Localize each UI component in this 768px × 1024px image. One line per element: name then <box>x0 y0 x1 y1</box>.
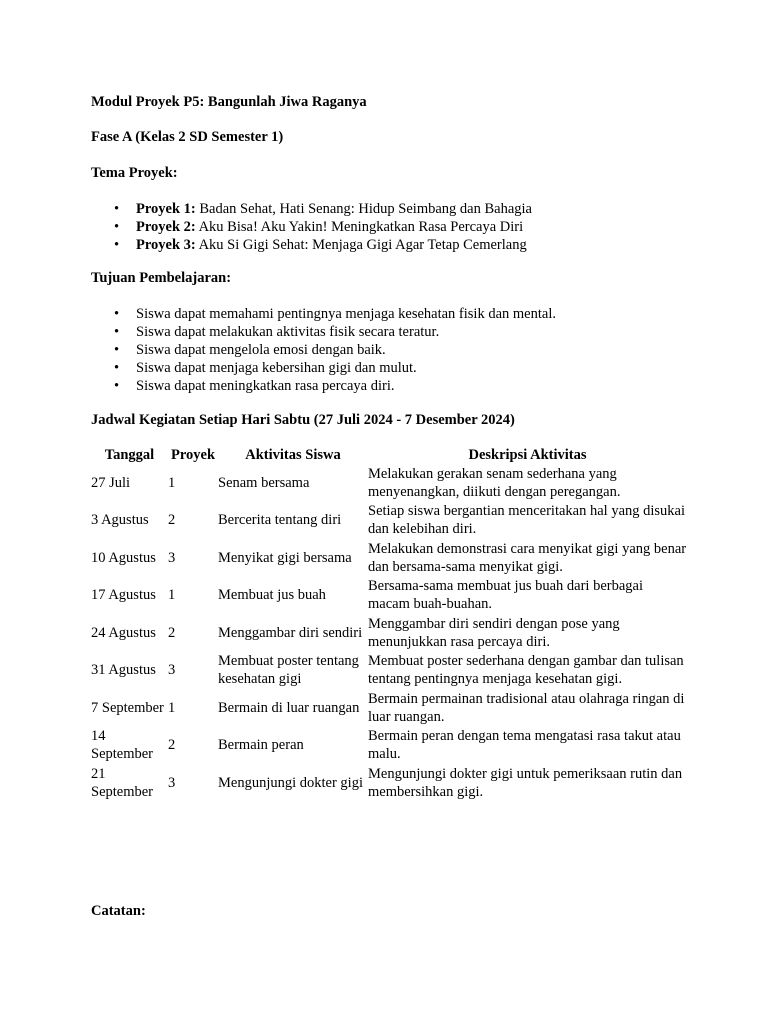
bullet-icon: • <box>114 378 120 394</box>
deskripsi-cell: Bermain peran dengan tema mengatasi rasa takut atau malu. <box>368 728 681 763</box>
tanggal-cell: 24 Agustus <box>91 624 156 641</box>
aktivitas-cell: Membuat poster tentang kesehatan gigi <box>218 653 359 688</box>
tanggal-cell: 31 Agustus <box>91 662 156 679</box>
proyek-cell: 1 <box>168 587 176 604</box>
proyek-label: Proyek 3: <box>136 237 196 253</box>
proyek-cell: 2 <box>168 737 176 754</box>
proyek-cell: 3 <box>168 662 176 679</box>
aktivitas-cell: Bercerita tentang diri <box>218 512 342 529</box>
proyek-text: Aku Bisa! Aku Yakin! Meningkatkan Rasa Percaya Diri <box>195 219 524 235</box>
list-item <box>114 359 691 377</box>
tujuan-list <box>91 305 691 395</box>
proyek-cell: 2 <box>168 512 176 529</box>
table-row <box>91 464 687 502</box>
aktivitas-cell: Bermain peran <box>218 737 304 754</box>
deskripsi-cell: Bermain permainan tradisional atau olahraga ringan di luar ruangan. <box>368 690 685 725</box>
proyek-text: Aku Si Gigi Sehat: Menjaga Gigi Agar Tetap Cemerlang <box>195 237 527 253</box>
proyek-cell: 3 <box>168 549 176 566</box>
column-header-proyek: Proyek <box>170 447 216 463</box>
deskripsi-cell: Melakukan demonstrasi cara menyikat gigi yang benar dan bersama-sama menyikat gigi. <box>368 540 687 575</box>
deskripsi-cell: Membuat poster sederhana dengan gambar dan tulisan tentang pentingnya menjaga kesehatan gigi. <box>368 653 684 688</box>
document-body <box>91 93 691 802</box>
list-item <box>114 305 691 323</box>
deskripsi-cell: Setiap siswa bergantian menceritakan hal yang disukai dan kelebihan diri. <box>368 503 686 538</box>
proyek-cell: 1 <box>168 699 176 716</box>
bullet-icon: • <box>114 306 120 322</box>
tujuan-text: Siswa dapat menjaga kebersihan gigi dan mulut. <box>136 360 417 376</box>
tanggal-cell: 27 Juli <box>91 474 131 491</box>
list-item <box>114 236 691 254</box>
fase-heading: Fase A (Kelas 2 SD Semester 1) <box>91 129 284 145</box>
proyek-label: Proyek 2: <box>136 219 196 235</box>
aktivitas-cell: Menggambar diri sendiri <box>218 624 363 641</box>
tema-list <box>91 200 691 254</box>
catatan-heading: Catatan: <box>91 903 146 919</box>
aktivitas-cell: Membuat jus buah <box>218 587 326 604</box>
table-row <box>91 502 687 540</box>
tanggal-cell: 21 September <box>91 765 154 800</box>
table-row <box>91 652 687 690</box>
tujuan-text: Siswa dapat meningkatkan rasa percaya diri. <box>136 378 395 394</box>
table-row <box>91 577 687 615</box>
document-title: Modul Proyek P5: Bangunlah Jiwa Raganya <box>91 94 367 110</box>
bullet-icon: • <box>114 360 120 376</box>
list-item <box>114 218 691 236</box>
bullet-icon: • <box>114 219 120 235</box>
column-header-aktivitas: Aktivitas Siswa <box>245 447 341 463</box>
list-item <box>114 341 691 359</box>
proyek-cell: 2 <box>168 624 176 641</box>
tanggal-cell: 3 Agustus <box>91 512 149 529</box>
aktivitas-cell: Bermain di luar ruangan <box>218 699 360 716</box>
jadwal-heading: Jadwal Kegiatan Setiap Hari Sabtu (27 Juli 2024 - 7 Desember 2024) <box>91 412 515 428</box>
list-item <box>114 377 691 395</box>
tema-heading: Tema Proyek: <box>91 165 178 181</box>
aktivitas-cell: Mengunjungi dokter gigi <box>218 774 363 791</box>
tujuan-heading: Tujuan Pembelajaran: <box>91 270 232 286</box>
table-row <box>91 689 687 727</box>
table-row <box>91 764 687 802</box>
bullet-icon: • <box>114 342 120 358</box>
deskripsi-cell: Melakukan gerakan senam sederhana yang menyenangkan, diikuti dengan peregangan. <box>368 465 621 500</box>
aktivitas-cell: Menyikat gigi bersama <box>218 549 352 566</box>
schedule-table <box>91 446 687 802</box>
bullet-icon: • <box>114 237 120 253</box>
bullet-icon: • <box>114 324 120 340</box>
tujuan-text: Siswa dapat memahami pentingnya menjaga kesehatan fisik dan mental. <box>136 306 556 322</box>
deskripsi-cell: Mengunjungi dokter gigi untuk pemeriksaan rutin dan membersihkan gigi. <box>368 765 683 800</box>
tanggal-cell: 10 Agustus <box>91 549 156 566</box>
table-row <box>91 539 687 577</box>
deskripsi-cell: Menggambar diri sendiri dengan pose yang menunjukkan rasa percaya diri. <box>368 615 620 650</box>
tujuan-text: Siswa dapat mengelola emosi dengan baik. <box>136 342 386 358</box>
tanggal-cell: 14 September <box>91 728 154 763</box>
column-header-deskripsi: Deskripsi Aktivitas <box>468 447 587 463</box>
tanggal-cell: 17 Agustus <box>91 587 156 604</box>
table-row <box>91 614 687 652</box>
tujuan-text: Siswa dapat melakukan aktivitas fisik secara teratur. <box>136 324 440 340</box>
tanggal-cell: 7 September <box>91 699 164 716</box>
list-item <box>114 200 691 218</box>
proyek-cell: 3 <box>168 774 176 791</box>
deskripsi-cell: Bersama-sama membuat jus buah dari berbagai macam buah-buahan. <box>368 578 643 613</box>
bullet-icon: • <box>114 201 120 217</box>
proyek-cell: 1 <box>168 474 176 491</box>
proyek-text: Badan Sehat, Hati Senang: Hidup Seimbang dan Bahagia <box>195 201 532 217</box>
table-header-row <box>91 446 687 464</box>
list-item <box>114 323 691 341</box>
proyek-label: Proyek 1: <box>136 201 196 217</box>
column-header-tanggal: Tanggal <box>104 447 155 463</box>
table-row <box>91 727 687 765</box>
aktivitas-cell: Senam bersama <box>218 474 310 491</box>
